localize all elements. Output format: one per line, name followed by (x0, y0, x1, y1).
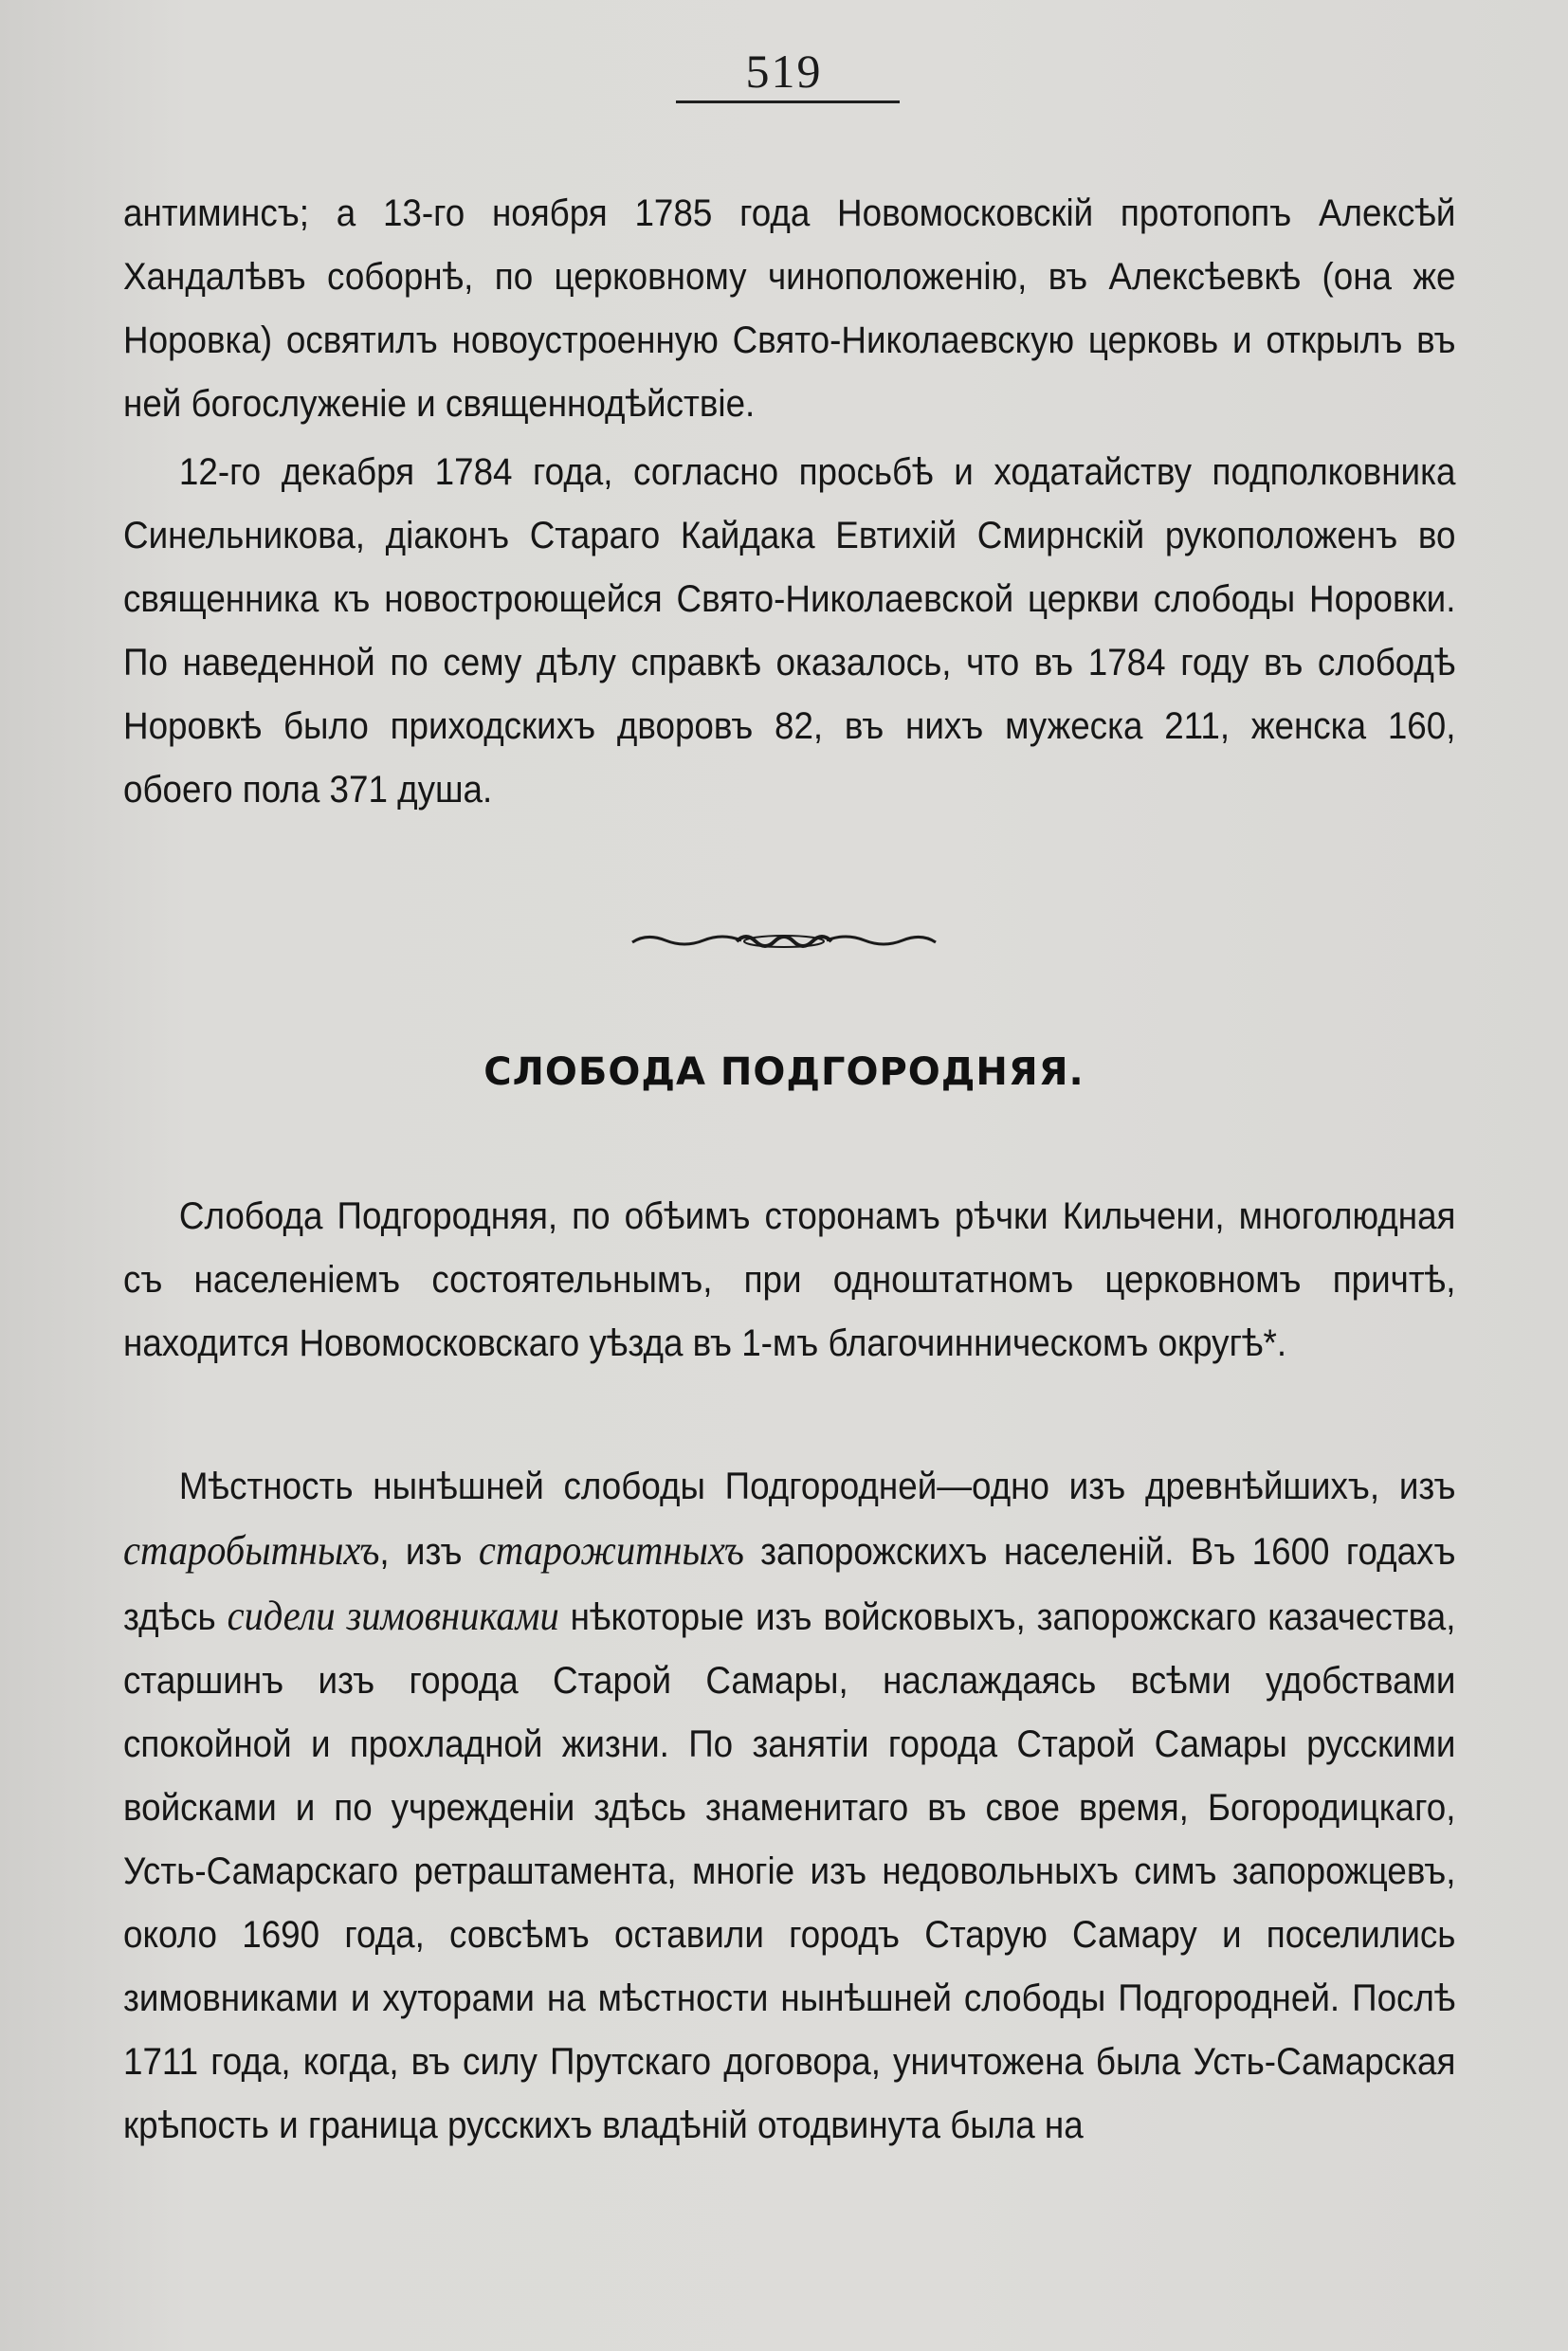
section-title: СЛОБОДА ПОДГОРОДНЯЯ. (483, 1050, 1085, 1094)
p4-emphasis-3: сидели зимовниками (227, 1593, 559, 1639)
paragraph-3 (123, 1185, 1458, 1376)
page-number-rule (676, 100, 900, 103)
paragraph-1-text: антиминсъ; а 13-го ноября 1785 года Новомосковскій протопопъ Алексѣй Хандалѣвъ соборнѣ, по церковному чиноположенію, въ Алексѣевкѣ (она же Норовка) освятилъ новоустроенную Свято-Николаевскую церковь и открылъ въ ней богослуженіе и священнодѣйствіе. (123, 192, 1456, 425)
paragraph-4 (123, 1455, 1458, 2158)
page-number: 519 (745, 45, 823, 98)
p4-emphasis-1: старобытныхъ (123, 1527, 380, 1574)
paragraph-2 (123, 441, 1458, 822)
paragraph-2-text: 12-го декабря 1784 года, согласно просьбѣ и ходатайству подполковника Синельникова, діаконъ Стараго Кайдака Евтихій Смирнскій рукоположенъ во священника къ новостроющейся Свято-Николаевской церкви слободы Норовки. По наведенной по сему дѣлу справкѣ оказалось, что въ 1784 году въ слободѣ Норовкѣ было приходскихъ дворовъ 82, въ нихъ мужеска 211, женска 160, обоего пола 371 душа. (123, 451, 1456, 811)
ornament-divider (628, 927, 940, 956)
paragraph-4-text (123, 1455, 1455, 2158)
p4-text-c: запорожскихъ населеній. Въ 1600 годахъ здѣсь (123, 1531, 1456, 1638)
p4-text-b: , изъ (379, 1531, 479, 1573)
p4-emphasis-2: старожитныхъ (478, 1527, 744, 1574)
paragraph-3-text: Слобода Подгородняя, по обѣимъ сторонамъ рѣчки Кильчени, многолюдная съ населеніемъ состоятельнымъ, при одноштатномъ церковномъ причтѣ, находится Новомосковскаго уѣзда въ 1-мъ благочинническомъ округѣ*. (123, 1195, 1456, 1364)
p4-text-a: Мѣстность нынѣшней слободы Подгородней—одно изъ древнѣйшихъ, изъ (178, 1466, 1456, 1507)
paragraph-1 (123, 182, 1458, 436)
p4-text-d: нѣкоторые изъ войсковыхъ, запорожскаго казачества, старшинъ изъ города Старой Самары, наслаждаясь всѣми удобствами спокойной и прохладной жизни. По занятіи города Старой Самары русскими войсками и по учрежденіи здѣсь знаменитаго въ свое время, Богородицкаго, Усть-Самарскаго ретраштамента, многіе изъ недовольныхъ симъ запорожцевъ, около 1690 года, совсѣмъ оставили городъ Старую Самару и поселились зимовниками и хуторами на мѣстности нынѣшней слободы Подгородней. Послѣ 1711 года, когда, въ силу Прутскаго договора, уничтожена была Усть-Самарская крѣпость и граница русскихъ владѣній отодвинута была на (123, 1596, 1456, 2146)
